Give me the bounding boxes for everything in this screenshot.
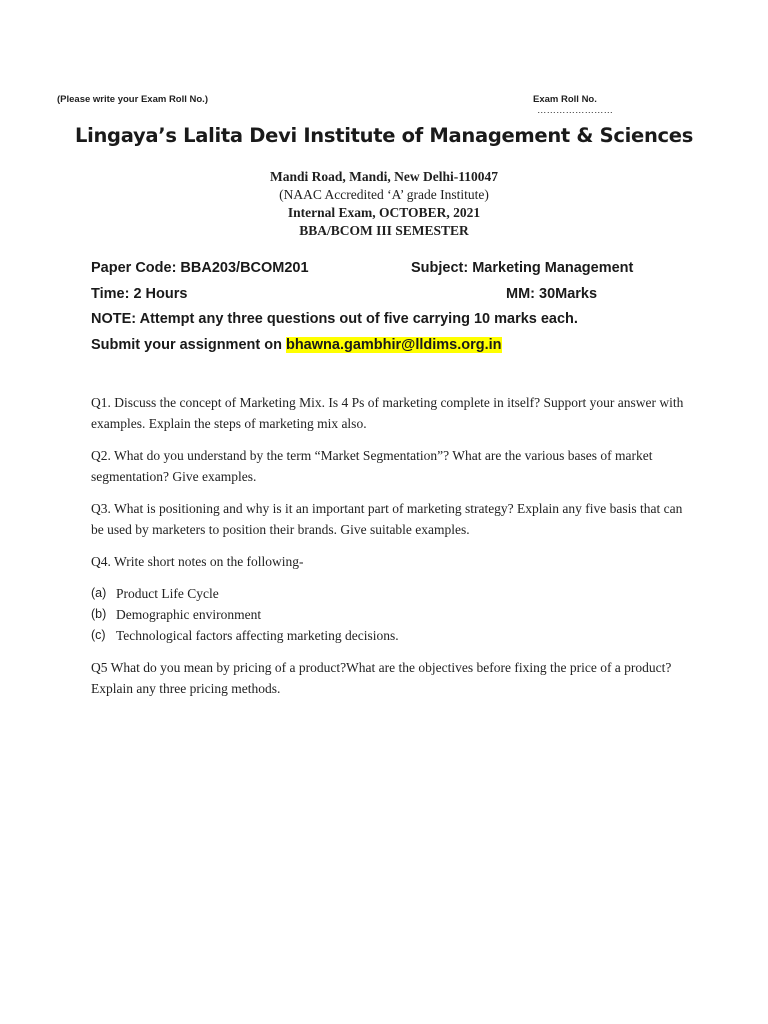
question-1: Q1. Discuss the concept of Marketing Mix. Is 4 Ps of marketing complete in itself? Support your answer with examples. Explain the steps of marketing mix also. xyxy=(91,395,684,431)
subject: Subject: Marketing Management xyxy=(411,260,634,276)
time-row xyxy=(91,286,691,302)
submit-email-link[interactable]: bhawna.gambhir@lldims.org.in xyxy=(285,337,502,353)
list-item-marker: (b) xyxy=(91,607,107,621)
list-item-text: Demographic environment xyxy=(116,607,262,622)
list-item xyxy=(91,583,691,604)
institute-name: Lingaya’s Lalita Devi Institute of Management & Sciences xyxy=(74,124,694,147)
roll-number-field xyxy=(533,94,677,116)
roll-instruction: (Please write your Exam Roll No.) xyxy=(57,94,208,105)
roll-number-row xyxy=(57,94,677,116)
list-item-marker: (c) xyxy=(91,628,106,642)
paper-code: Paper Code: BBA203/BCOM201 xyxy=(91,260,309,276)
note-line: NOTE: Attempt any three questions out of five carrying 10 marks each. xyxy=(91,311,578,327)
list-item-text: Technological factors affecting marketing decisions. xyxy=(116,628,399,643)
list-item xyxy=(91,625,691,646)
semester-line: BBA/BCOM III SEMESTER xyxy=(299,223,469,238)
question-3: Q3. What is positioning and why is it an important part of marketing strategy? Explain any five basis that can be used by marketers to position their brands. Give suitable examples. xyxy=(91,501,683,537)
question-4: Q4. Write short notes on the following- xyxy=(91,554,304,569)
list-item-text: Product Life Cycle xyxy=(116,586,219,601)
max-marks: MM: 30Marks xyxy=(506,286,598,302)
question-2: Q2. What do you understand by the term “Market Segmentation”? What are the various bases of market segmentation? Give examples. xyxy=(91,448,653,484)
exam-time: Time: 2 Hours xyxy=(91,286,188,302)
list-item xyxy=(91,604,691,625)
exam-title: Internal Exam, OCTOBER, 2021 xyxy=(287,205,481,220)
question-5: Q5 What do you mean by pricing of a product?What are the objectives before fixing the price of a product?Explain any three pricing methods. xyxy=(91,660,672,696)
institute-details xyxy=(0,168,768,240)
question-4-items xyxy=(91,583,691,646)
roll-number-label: Exam Roll No. xyxy=(533,94,597,105)
submit-prefix: Submit your assignment on xyxy=(91,337,286,353)
accreditation-line: (NAAC Accredited ‘A’ grade Institute) xyxy=(279,187,489,202)
roll-number-blank: …………………… xyxy=(537,105,613,116)
institute-address: Mandi Road, Mandi, New Delhi-110047 xyxy=(269,169,499,184)
paper-code-row xyxy=(91,260,691,276)
question-list xyxy=(91,392,691,710)
list-item-marker: (a) xyxy=(91,586,107,600)
submit-line xyxy=(91,337,691,353)
